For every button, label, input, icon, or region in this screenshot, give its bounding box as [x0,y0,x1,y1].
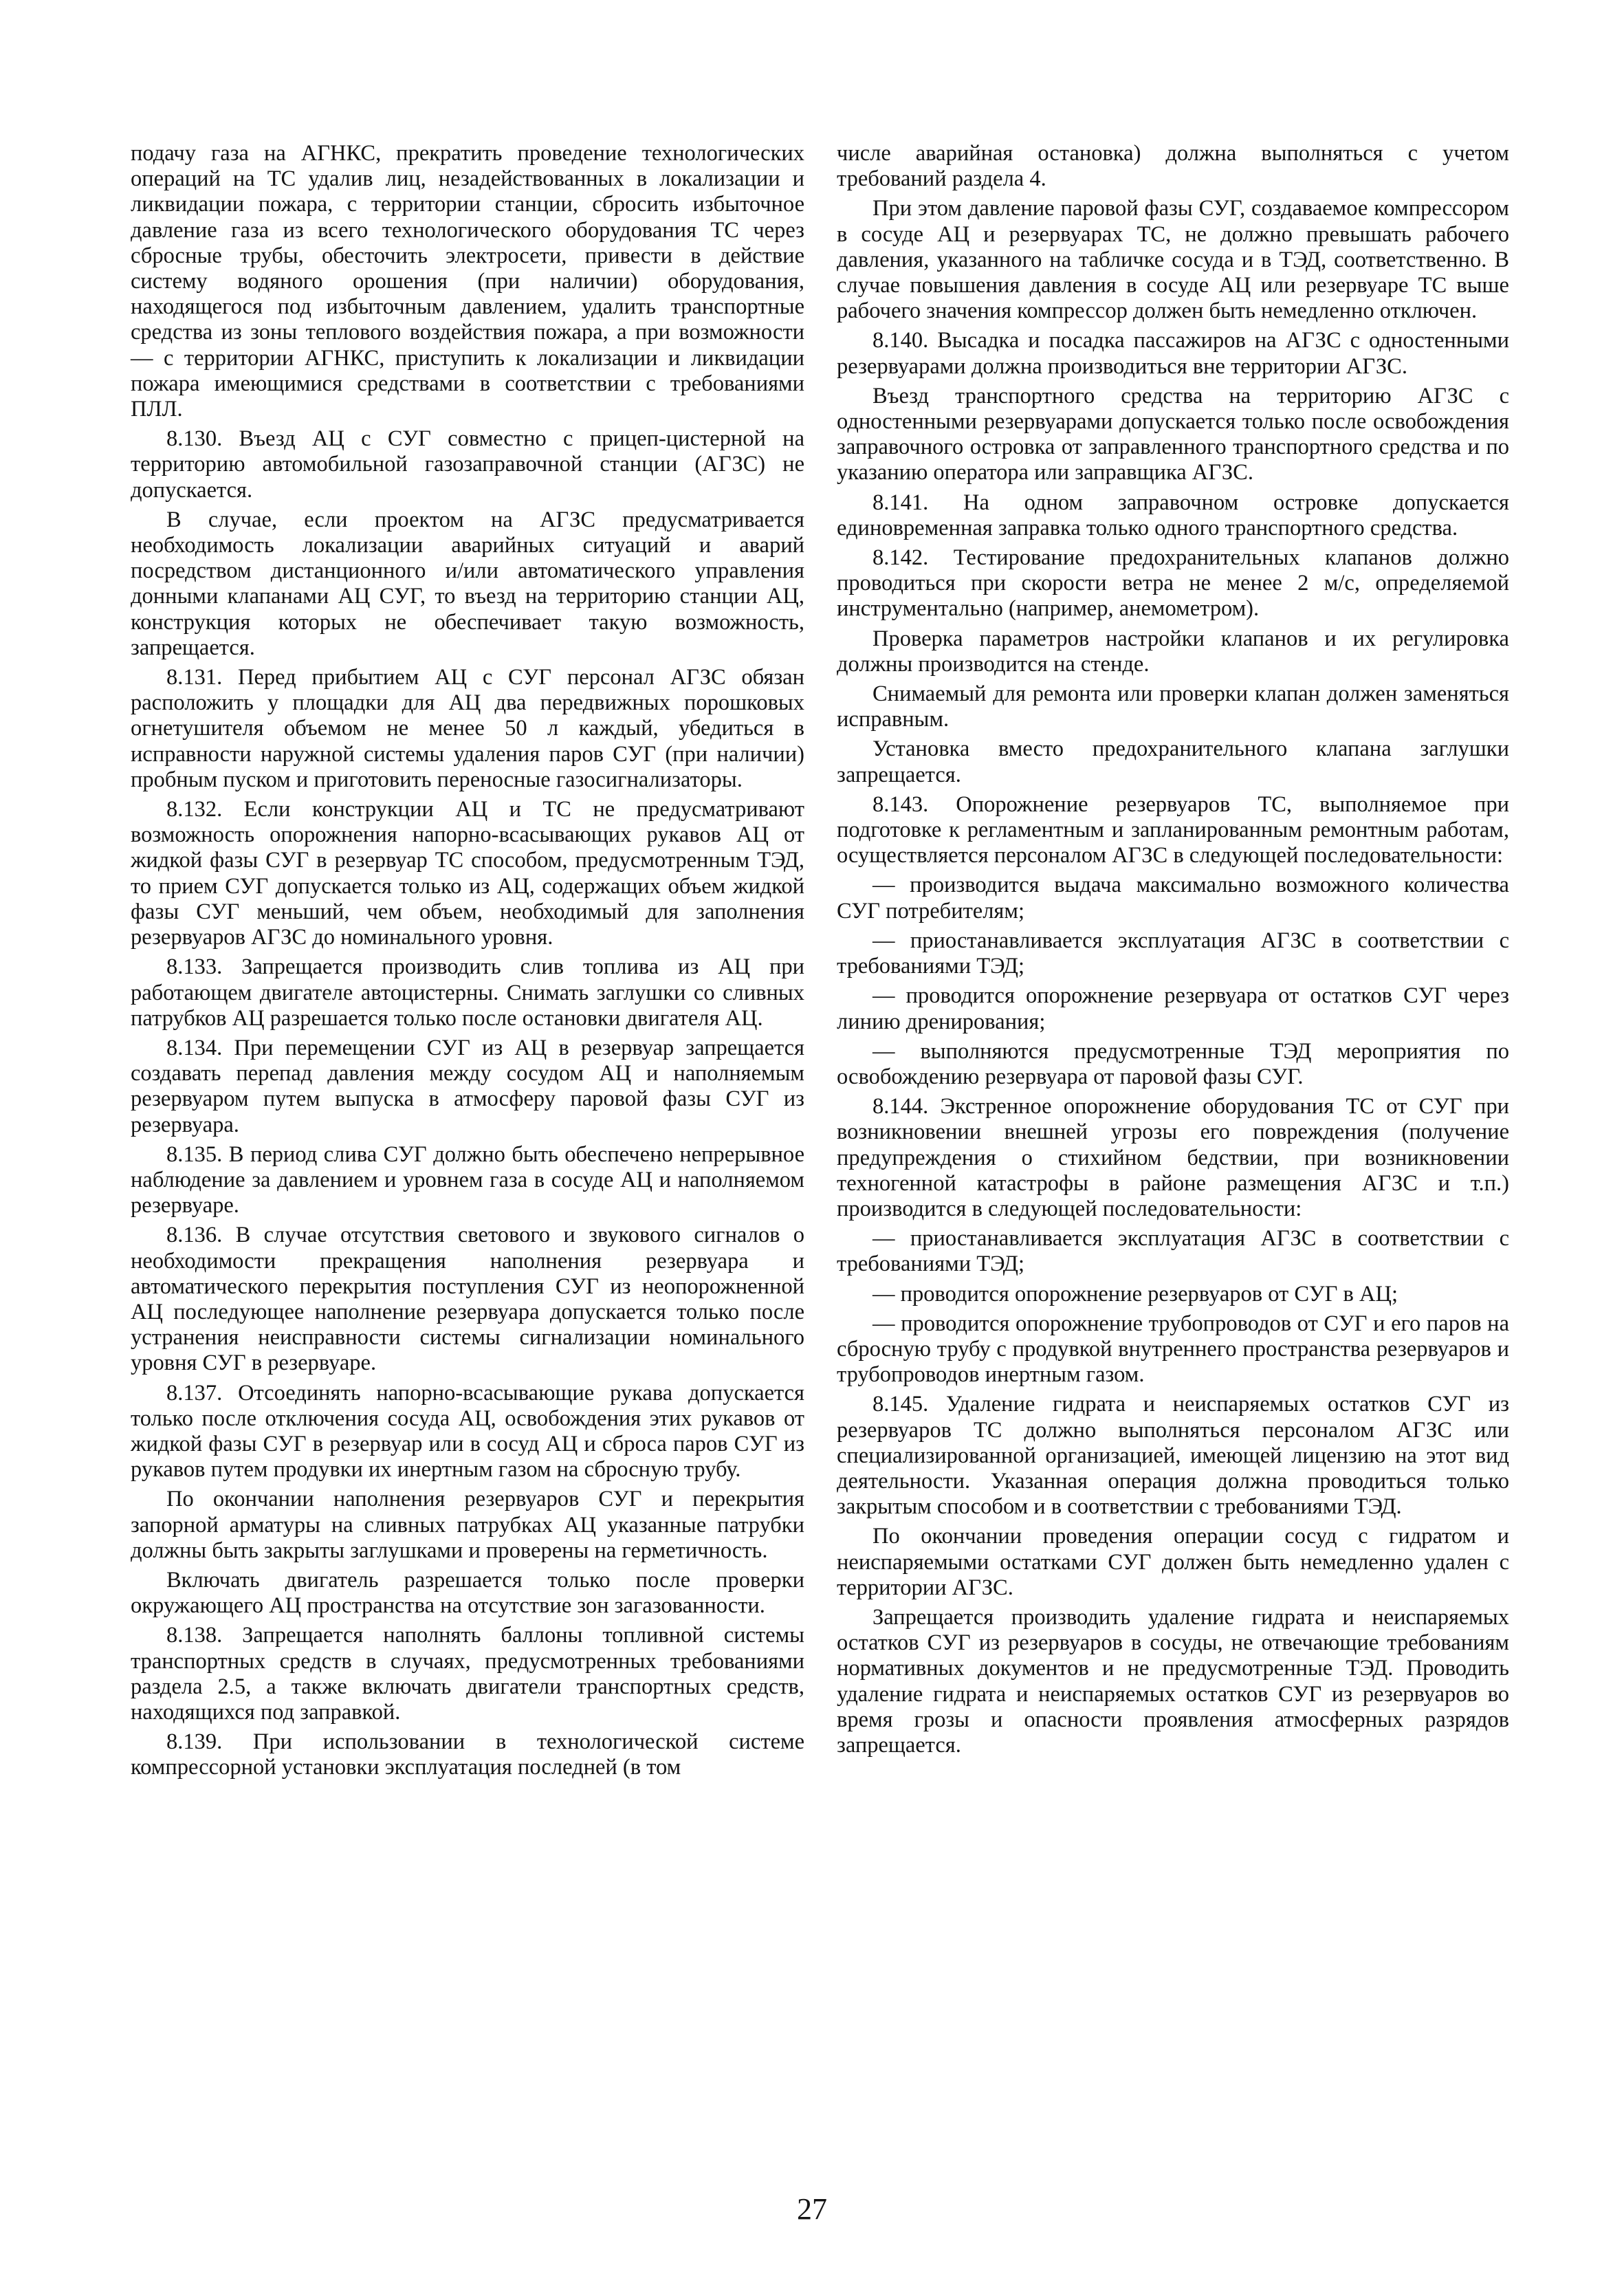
paragraph: числе аварийная остановка) должна выполняться с учетом требований раздела 4. [837,141,1509,192]
list-item: — приостанавливается эксплуатация АГЗС в соответствии с требованиями ТЭД; [837,928,1509,979]
paragraph: 8.136. В случае отсутствия светового и звукового сигналов о необходимости прекращения наполнения резервуара и автоматического перекрытия поступления СУГ из неопорожненной АЦ последующее наполнение резервуара допускается только после устранения неисправности системы сигнализации номинального уровня СУГ в резервуаре. [131,1223,804,1376]
right-column [837,141,1509,1762]
paragraph: 8.130. Въезд АЦ с СУГ совместно с прицеп-цистерной на территорию автомобильной газозаправочной станции (АГЗС) не допускается. [131,426,804,503]
list-item: — выполняются предусмотренные ТЭД мероприятия по освобождению резервуара от паровой фазы СУГ. [837,1038,1509,1089]
paragraph: По окончании наполнения резервуаров СУГ и перекрытия запорной арматуры на сливных патрубках АЦ указанные патрубки должны быть закрыты заглушками и проверены на герметичность. [131,1487,804,1563]
list-item: — приостанавливается эксплуатация АГЗС в соответствии с требованиями ТЭД; [837,1226,1509,1277]
paragraph: Снимаемый для ремонта или проверки клапан должен заменяться исправным. [837,681,1509,732]
paragraph: 8.139. При использовании в технологической системе компрессорной установки эксплуатация последней (в том [131,1729,804,1780]
paragraph: 8.134. При перемещении СУГ из АЦ в резервуар запрещается создавать перепад давления между сосудом АЦ и наполняемым резервуаром путем выпуска в атмосферу паровой фазы СУГ из резервуара. [131,1035,804,1137]
paragraph: В случае, если проектом на АГЗС предусматривается необходимость локализации аварийных ситуаций и аварий посредством дистанционного и/или автоматического управления донными клапанами АЦ СУГ, то въезд на территорию станции АЦ, конструкция которых не обеспечивает такую возможность, запрещается. [131,507,804,660]
paragraph: При этом давление паровой фазы СУГ, создаваемое компрессором в сосуде АЦ и резервуарах ТС, не должно превышать рабочего давления, указанного на табличке сосуда и в ТЭД, соответственно. В случае повышения давления в сосуде АЦ или резервуаре ТС выше рабочего значения компрессор должен быть немедленно отключен. [837,196,1509,324]
paragraph: 8.137. Отсоединять напорно-всасывающие рукава допускается только после отключения сосуда АЦ, освобождения этих рукавов от жидкой фазы СУГ в резервуар или в сосуд АЦ и сброса паров СУГ из рукавов путем продувки их инертным газом на сбросную трубу. [131,1380,804,1483]
paragraph: 8.141. На одном заправочном островке допускается единовременная заправка только одного транспортного средства. [837,490,1509,540]
paragraph: Включать двигатель разрешается только после проверки окружающего АЦ пространства на отсутствие зон загазованности. [131,1567,804,1619]
paragraph: Въезд транспортного средства на территорию АГЗС с одностенными резервуарами допускается только после освобождения заправочного островка от заправленного транспортного средства и по указанию оператора или заправщика АГЗС. [837,383,1509,485]
paragraph: подачу газа на АГНКС, прекратить проведение технологических операций на ТС удалив лиц, незадействованных в локализации и ликвидации пожара, с территории станции, сбросить избыточное давление газа из всего технологического оборудования ТС через сбросные трубы, обесточить электросети, привести в действие систему водяного орошения (при наличии) оборудования, находящегося под избыточным давлением, удалить транспортные средства из зоны теплового воздействия пожара, а при возможности — с территории АГНКС, приступить к локализации и ликвидации пожара имеющимися средствами в соответствии с требованиями ПЛЛ. [131,141,804,422]
paragraph: 8.142. Тестирование предохранительных клапанов должно проводиться при скорости ветра не менее 2 м/с, определяемой инструментально (например, анемометром). [837,545,1509,622]
list-item: — проводится опорожнение резервуара от остатков СУГ через линию дренирования; [837,983,1509,1034]
paragraph: 8.144. Экстренное опорожнение оборудования ТС от СУГ при возникновении внешней угрозы его повреждения (получение предупреждения о стихийном бедствии, при возникновении техногенной катастрофы в районе размещения АГЗС и т.п.) производится в следующей последовательности: [837,1094,1509,1221]
paragraph: 8.131. Перед прибытием АЦ с СУГ персонал АГЗС обязан расположить у площадки для АЦ два передвижных порошковых огнетушителя объемом не менее 50 л каждый, убедиться в исправности наружной системы удаления паров СУГ (при наличии) пробным пуском и приготовить переносные газосигнализаторы. [131,665,804,792]
paragraph: 8.132. Если конструкции АЦ и ТС не предусматривают возможность опорожнения напорно-всасывающих рукавов АЦ от жидкой фазы СУГ в резервуар ТС способом, предусмотренным ТЭД, то прием СУГ допускается только из АЦ, содержащих объем жидкой фазы СУГ меньший, чем объем, необходимый для заполнения резервуаров АГЗС до номинального уровня. [131,797,804,950]
paragraph: 8.133. Запрещается производить слив топлива из АЦ при работающем двигателе автоцистерны. Снимать заглушки со сливных патрубков АЦ разрешается только после остановки двигателя АЦ. [131,954,804,1031]
page-number: 27 [797,2192,827,2226]
list-item: — проводится опорожнение резервуаров от СУГ в АЦ; [873,1281,1398,1307]
paragraph: 8.143. Опорожнение резервуаров ТС, выполняемое при подготовке к регламентным и запланированным ремонтным работам, осуществляется персоналом АГЗС в следующей последовательности: [837,791,1509,868]
paragraph: Установка вместо предохранительного клапана заглушки запрещается. [837,736,1509,787]
paragraph: 8.145. Удаление гидрата и неиспаряемых остатков СУГ из резервуаров ТС должно выполняться персоналом АГЗС или специализированной организацией, имеющей лицензию на этот вид деятельности. Указанная операция должна проводиться только закрытым способом и в соответствии с требованиями ТЭД. [837,1392,1509,1520]
paragraph: 8.140. Высадка и посадка пассажиров на АГЗС с одностенными резервуарами должна производиться вне территории АГЗС. [837,328,1509,379]
left-column [131,141,804,1785]
paragraph: 8.135. В период слива СУГ должно быть обеспечено непрерывное наблюдение за давлением и уровнем газа в сосуде АЦ и наполняемом резервуаре. [131,1141,804,1218]
paragraph: Проверка параметров настройки клапанов и их регулировка должны производится на стенде. [837,626,1509,677]
list-item: — проводится опорожнение трубопроводов от СУГ и его паров на сбросную трубу с продувкой внутреннего пространства резервуаров и трубопроводов инертным газом. [837,1311,1509,1388]
paragraph: По окончании проведения операции сосуд с гидратом и неиспаряемыми остатками СУГ должен быть немедленно удален с территории АГЗС. [837,1524,1509,1600]
list-item: — производится выдача максимально возможного количества СУГ потребителям; [837,873,1509,923]
paragraph: 8.138. Запрещается наполнять баллоны топливной системы транспортных средств в случаях, предусмотренных требованиями раздела 2.5, а также включать двигатели транспортных средств, находящихся под заправкой. [131,1623,804,1725]
paragraph: Запрещается производить удаление гидрата и неиспаряемых остатков СУГ из резервуаров в сосуды, не отвечающие требованиям нормативных документов и не предусмотренные ТЭД. Проводить удаление гидрата и неиспаряемых остатков СУГ из резервуаров во время грозы и опасности проявления атмосферных разрядов запрещается. [837,1604,1509,1758]
